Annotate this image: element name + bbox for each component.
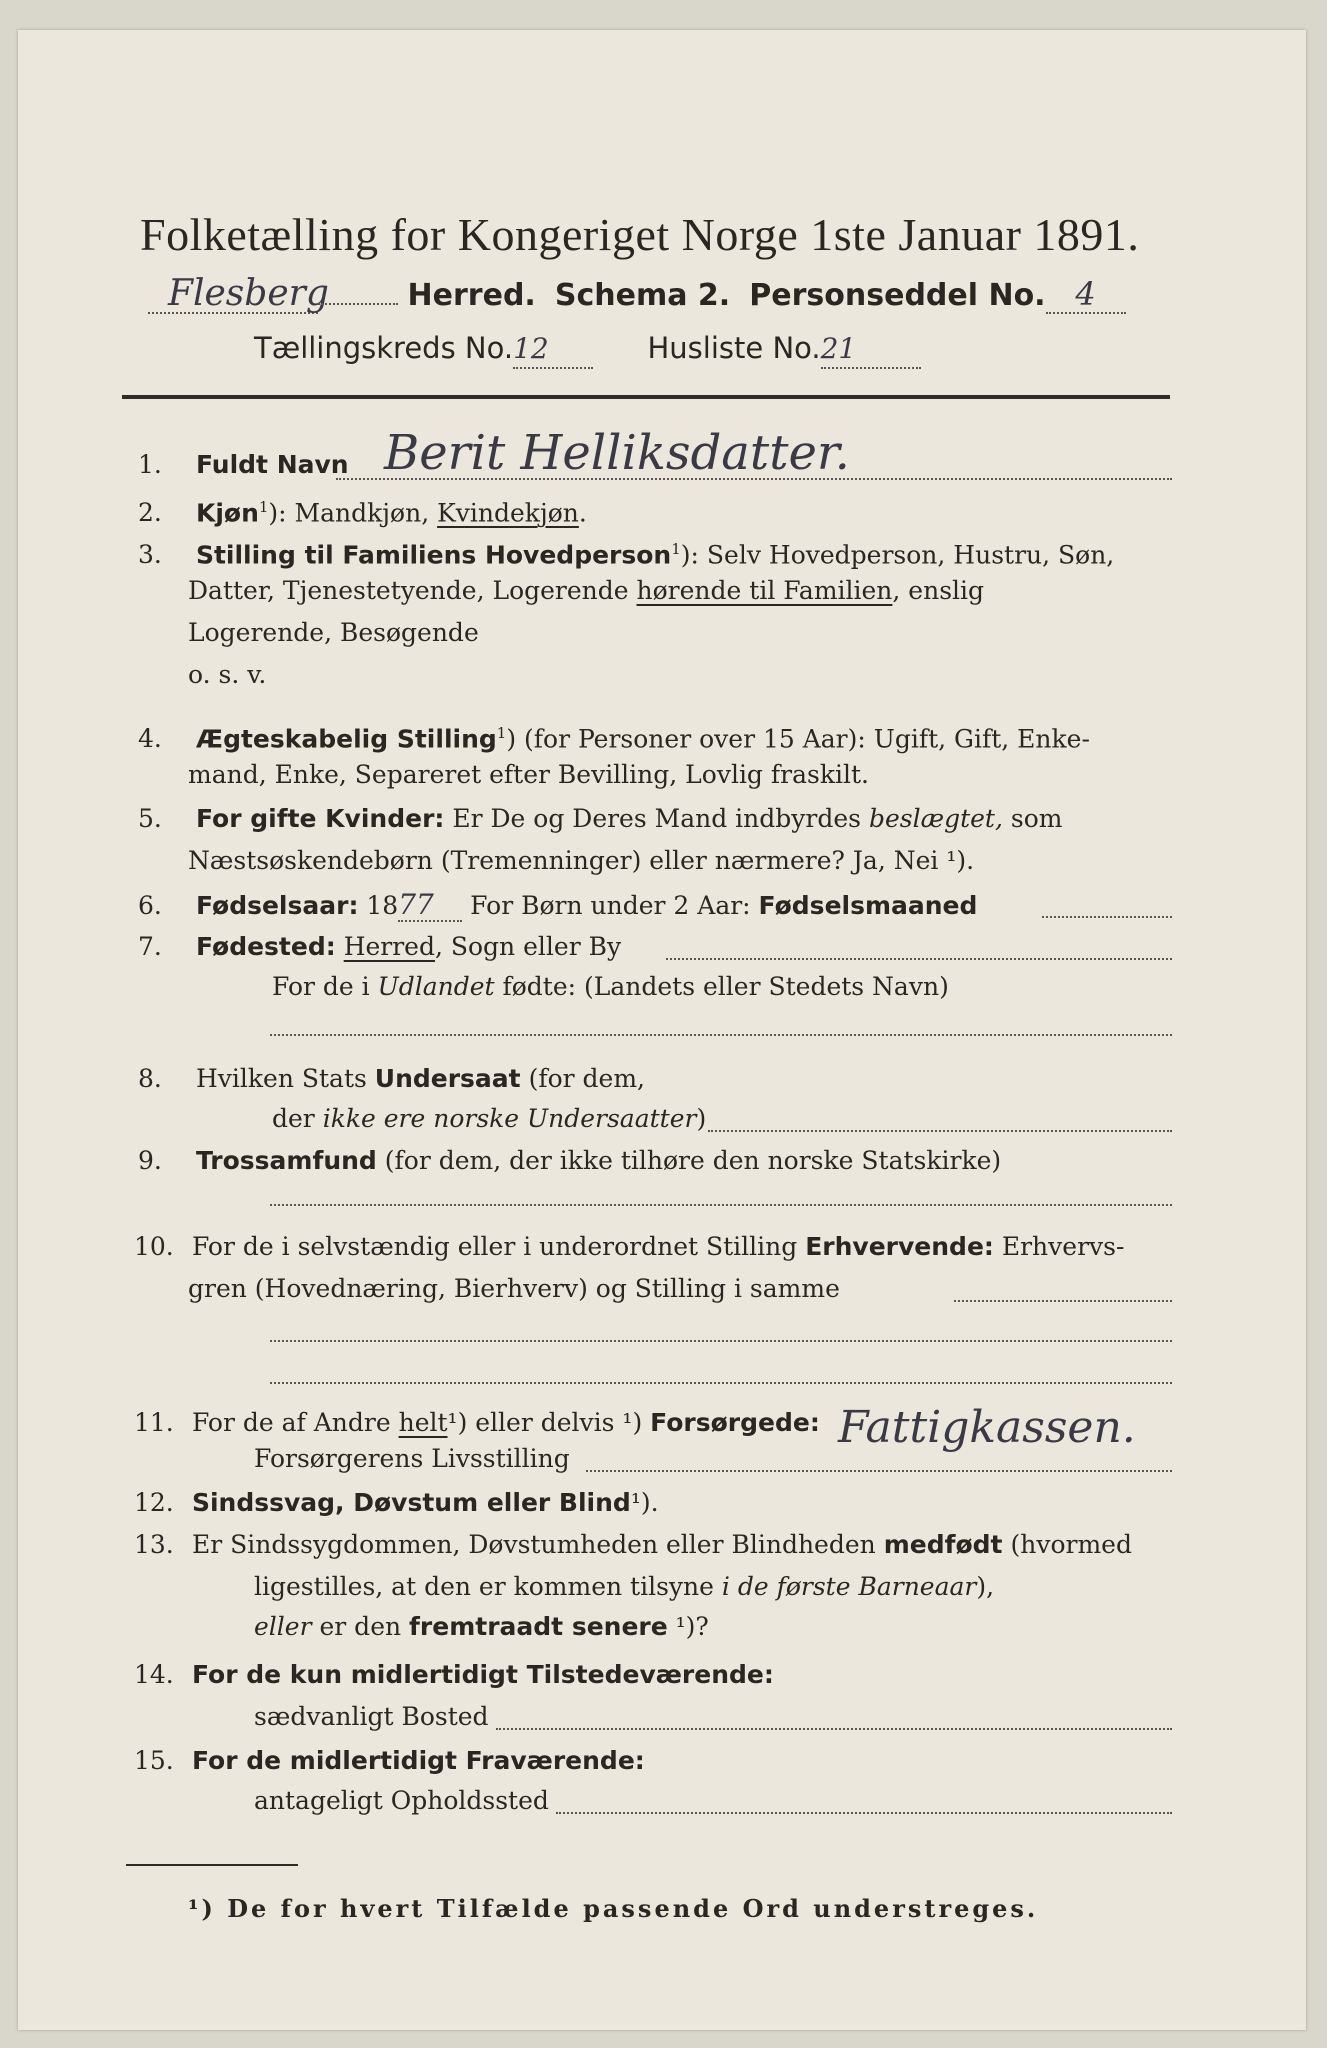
item-4-label: Ægteskabelig Stilling	[195, 724, 497, 754]
item-2-text: ): Mandkjøn,	[268, 498, 438, 528]
item-10-line-1-a: For de i selvstændig eller i underordnet Stilling	[191, 1232, 806, 1261]
personseddel-value: 4	[1046, 276, 1126, 314]
item-10-line-1-c: Erhvervs-	[993, 1232, 1125, 1261]
form-title: Folketælling for Kongeriget Norge 1ste Januar 1891.	[140, 209, 1140, 260]
item-7-blank-line	[270, 1034, 1172, 1036]
item-11-label: Forsørgede:	[650, 1408, 820, 1437]
item-12-number: 12.	[134, 1488, 174, 1517]
item-6-label-2: Fødselsmaaned	[758, 891, 978, 920]
item-4	[138, 718, 1090, 754]
item-13-line-3-c: fremtraadt senere	[409, 1612, 668, 1641]
item-10-line-2: gren (Hovednæring, Bierhverv) og Stilling i samme	[188, 1274, 840, 1303]
item-9-text: (for dem, der ikke tilhøre den norske Statskirke)	[376, 1146, 1002, 1175]
item-3-line-1: ): Selv Hovedperson, Hustru, Søn,	[680, 540, 1115, 570]
birth-year-prefix: 18	[358, 891, 399, 920]
item-8-line-1-a: Hvilken Stats	[195, 1064, 375, 1093]
item-11	[134, 1408, 820, 1438]
item-11-number: 11.	[134, 1408, 174, 1437]
item-4-line-2: mand, Enke, Separeret efter Bevilling, Lovlig fraskilt.	[188, 760, 869, 789]
item-12-label: Sindssvag, Døvstum eller Blind	[191, 1488, 631, 1517]
item-13-line-3	[254, 1612, 709, 1642]
item-11-line-1-a: For de af Andre	[191, 1408, 399, 1437]
item-3-line-2-a: Datter, Tjenestetyende, Logerende	[188, 576, 637, 605]
item-8-line-2-b: ikke ere norske Undersaatter	[322, 1104, 697, 1133]
husliste-label: Husliste No.	[647, 331, 821, 365]
item-3-number: 3.	[138, 540, 162, 570]
item-5-number: 5.	[138, 804, 162, 833]
item-10	[134, 1232, 1124, 1262]
item-8-dotline	[708, 1130, 1172, 1132]
item-3-selected-horende: hørende til Familien	[636, 576, 893, 605]
item-14-number: 14.	[134, 1660, 174, 1689]
item-7-dotline	[666, 958, 1172, 960]
item-10-blank-line-1	[270, 1340, 1172, 1342]
item-5-line-1-a: Er De og Deres Mand indbyrdes	[444, 804, 869, 833]
item-6-number: 6.	[138, 891, 162, 920]
item-14	[134, 1660, 774, 1690]
item-1-number: 1.	[138, 450, 162, 479]
header-rule	[122, 395, 1170, 399]
item-4-line-1: ) (for Personer over 15 Aar): Ugift, Gift, Enke-	[506, 724, 1090, 754]
item-2-number: 2.	[138, 498, 162, 528]
item-11-line-1-c: ¹) eller delvis ¹)	[447, 1408, 651, 1437]
item-13-line-1-c: (hvormed	[1002, 1530, 1132, 1559]
herred-line	[148, 273, 1126, 314]
item-5	[138, 804, 1062, 834]
taellingskreds-value: 12	[513, 331, 593, 369]
item-4-number: 4.	[138, 724, 162, 754]
item-9-blank-line	[270, 1204, 1172, 1206]
item-11-selected-helt: helt	[398, 1408, 448, 1437]
item-15-number: 15.	[134, 1746, 174, 1775]
item-13-line-3-d: ¹)?	[667, 1612, 709, 1641]
item-13-line-3-a: eller	[254, 1612, 312, 1641]
item-15-line-2: antageligt Opholdssted	[254, 1786, 549, 1815]
item-3-line-4: o. s. v.	[188, 660, 267, 689]
birthplace-selected-herred: Herred	[343, 932, 435, 961]
item-7-line-2-a: For de i	[272, 972, 378, 1001]
item-7	[138, 932, 621, 962]
item-15-label: For de midlertidigt Fraværende:	[191, 1746, 645, 1775]
item-12	[134, 1488, 659, 1518]
item-6-text: For Børn under 2 Aar:	[462, 891, 759, 920]
item-13-line-2-a: ligestilles, at den er kommen tilsyne	[254, 1572, 722, 1601]
item-5-label: For gifte Kvinder:	[195, 804, 445, 833]
item-7-text: , Sogn eller By	[434, 932, 622, 961]
item-7-line-2-b: Udlandet	[377, 972, 495, 1001]
item-8-label: Undersaat	[374, 1064, 521, 1093]
census-form-sheet	[18, 30, 1306, 2030]
item-13-label: medfødt	[883, 1530, 1003, 1559]
item-14-dotline	[496, 1728, 1172, 1730]
schema-label: Schema 2.	[554, 278, 731, 313]
kreds-line	[254, 330, 921, 369]
supporter-value: Fattigkassen.	[838, 1402, 1136, 1453]
item-7-number: 7.	[138, 932, 162, 961]
item-12-tail: ¹).	[630, 1488, 659, 1517]
item-14-line-2: sædvanligt Bosted	[254, 1702, 489, 1731]
item-4-footnote-mark: 1	[496, 724, 507, 742]
item-2-label: Kjøn	[195, 498, 259, 528]
full-name-value: Berit Helliksdatter.	[384, 425, 850, 481]
footnote-rule	[126, 1864, 298, 1866]
item-8-line-2-c: )	[696, 1104, 707, 1133]
husliste-value: 21	[821, 331, 921, 369]
item-3-line-3: Logerende, Besøgende	[188, 618, 479, 647]
item-8-line-2	[272, 1104, 706, 1134]
taellingskreds-label: Tællingskreds No.	[254, 331, 514, 365]
item-10-dotline	[954, 1300, 1172, 1302]
item-3-label: Stilling til Familiens Hovedperson	[195, 540, 672, 570]
item-13-line-2-b: i de første Barneaar	[721, 1572, 977, 1601]
item-9-number: 9.	[138, 1146, 162, 1175]
item-8-line-2-a: der	[272, 1104, 323, 1133]
personseddel-label: Personseddel No.	[749, 278, 1046, 313]
item-10-blank-line-2	[270, 1382, 1172, 1384]
item-7-line-2-c: fødte: (Landets eller Stedets Navn)	[494, 972, 949, 1001]
item-10-label: Erhvervende:	[805, 1232, 994, 1261]
item-5-line-1-b: beslægtet,	[868, 804, 1003, 833]
item-9-label: Trossamfund	[195, 1146, 377, 1175]
item-7-label: Fødested:	[195, 932, 336, 961]
item-6-dotline	[1042, 916, 1172, 918]
item-5-line-1-c: som	[1002, 804, 1063, 833]
item-8-line-1-c: (for dem,	[520, 1064, 645, 1093]
item-2	[138, 492, 587, 528]
item-6	[138, 890, 977, 922]
item-13-line-2-c: ),	[976, 1572, 995, 1601]
item-7-line-2	[272, 972, 949, 1002]
herred-value: Flesberg	[148, 276, 318, 314]
item-3-footnote-mark: 1	[671, 540, 681, 558]
item-2-selected-kvindekjon: Kvindekjøn	[437, 498, 579, 528]
item-8	[138, 1064, 645, 1094]
item-13-number: 13.	[134, 1530, 174, 1559]
item-3-line-2-c: , enslig	[892, 576, 985, 605]
item-13	[134, 1530, 1132, 1560]
footnote: ¹) De for hvert Tilfælde passende Ord understreges.	[188, 1894, 1039, 1923]
item-5-line-2: Næstsøskendebørn (Tremenninger) eller nærmere? Ja, Nei ¹).	[188, 846, 975, 875]
item-2-footnote-mark: 1	[258, 498, 269, 516]
item-10-number: 10.	[134, 1232, 174, 1261]
item-15	[134, 1746, 645, 1776]
herred-label: Herred.	[407, 278, 536, 313]
item-13-line-3-b: er den	[311, 1612, 410, 1641]
item-1	[138, 450, 349, 480]
birth-year-value: 77	[398, 890, 462, 922]
item-13-line-2	[254, 1572, 994, 1602]
item-9	[138, 1146, 1001, 1176]
item-11-dotline	[586, 1470, 1172, 1472]
item-13-line-1-a: Er Sindssygdommen, Døvstumheden eller Blindheden	[191, 1530, 884, 1559]
item-2-period: .	[578, 498, 587, 528]
item-3-line-2	[188, 576, 984, 606]
item-8-number: 8.	[138, 1064, 162, 1093]
item-11-line-2: Forsørgerens Livsstilling	[254, 1444, 570, 1473]
item-6-label: Fødselsaar:	[195, 891, 359, 920]
item-15-dotline	[556, 1812, 1172, 1814]
item-1-label: Fuldt Navn	[195, 450, 349, 479]
item-14-label: For de kun midlertidigt Tilstedeværende:	[191, 1660, 774, 1689]
item-3	[138, 534, 1114, 570]
